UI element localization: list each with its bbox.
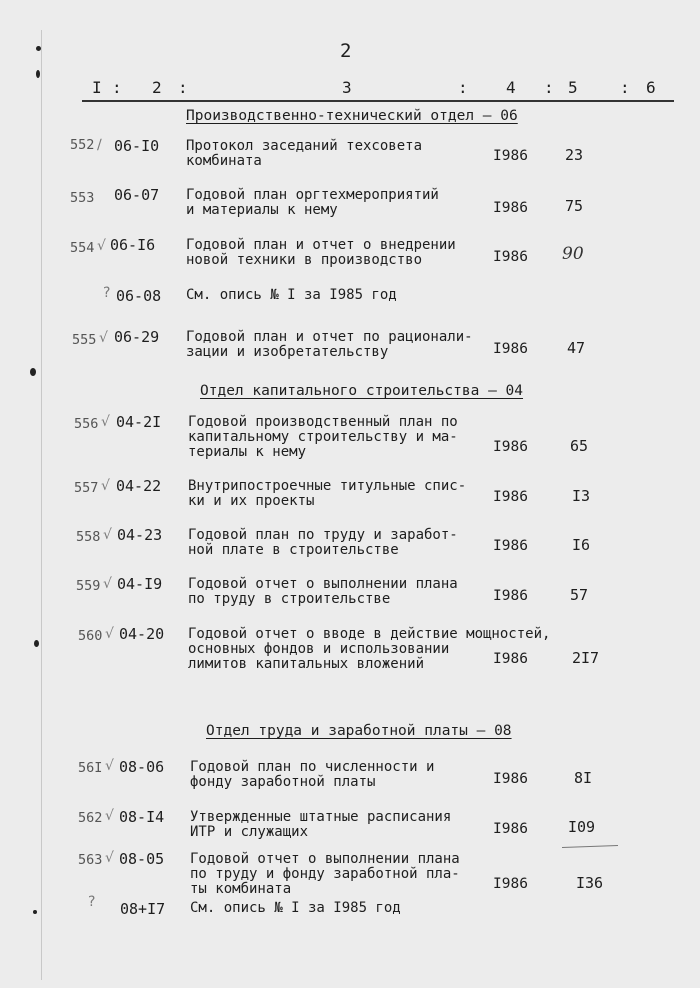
section-heading: Производственно-технический отдел – 06 [186, 108, 518, 124]
check-mark-icon: √ [101, 478, 110, 494]
file-year: I986 [493, 341, 528, 357]
file-year: I986 [493, 200, 528, 216]
file-code: 06-08 [116, 287, 162, 305]
hole-mark [30, 368, 36, 376]
file-year: I986 [493, 148, 528, 164]
file-code: 08-I4 [119, 808, 165, 826]
file-title: См. опись № I за I985 год [186, 287, 397, 303]
file-title: Внутрипостроечные титульные спис- ки и их проекты [188, 478, 467, 509]
check-mark-icon: ∕ [97, 137, 102, 153]
sheet-count: 8I [574, 769, 593, 787]
entry-number: 553 [70, 190, 95, 206]
question-mark-icon: ? [88, 894, 96, 910]
sheet-count: 47 [567, 339, 586, 357]
section-heading: Отдел капитального строительства – 04 [200, 383, 524, 399]
column-header: 3 [342, 78, 352, 97]
file-title: Протокол заседаний техсовета комбината [186, 138, 423, 169]
entry-number: 552 [70, 137, 95, 153]
file-title: Годовой план и отчет о внедрении новой техники в производство [186, 237, 456, 268]
entry-number: 560 [78, 628, 103, 644]
entry-number: 555 [72, 332, 97, 348]
file-year: I986 [493, 821, 528, 837]
check-mark-icon: √ [105, 850, 114, 866]
file-code: 08+I7 [120, 900, 166, 918]
file-code: 08-06 [119, 758, 165, 776]
section-heading: Отдел труда и заработной платы – 08 [206, 723, 512, 739]
file-code: 04-20 [119, 625, 165, 643]
file-title: Годовой план по численности и фонду заработной платы [190, 759, 435, 790]
check-mark-icon: √ [103, 527, 112, 543]
sheet-count: I3 [572, 487, 591, 505]
file-code: 04-I9 [117, 575, 163, 593]
sheet-count: 23 [565, 146, 584, 164]
check-mark-icon: √ [101, 414, 110, 430]
entry-number: 56I [78, 760, 103, 776]
sheet-count: 2I7 [572, 649, 600, 667]
entry-number: 558 [76, 529, 101, 545]
file-title: Годовой план и отчет по рационали- зации и изобретательству [186, 329, 473, 360]
column-header: 4 [506, 78, 516, 97]
file-code: 04-2I [116, 413, 162, 431]
sheet-count: 90 [562, 244, 584, 264]
sheet-count: 75 [565, 197, 584, 215]
sheet-count: I09 [568, 818, 596, 836]
file-year: I986 [493, 489, 528, 505]
file-year: I986 [493, 876, 528, 892]
file-year: I986 [493, 439, 528, 455]
margin-line [41, 30, 42, 980]
page-number: 2 [340, 40, 352, 62]
column-header: 6 [646, 78, 656, 97]
column-header: 5 [568, 78, 578, 97]
file-title: Годовой отчет о выполнении плана по труду и фонду заработной пла- ты комбината [190, 851, 460, 897]
column-header: I [92, 78, 102, 97]
column-header: 2 [152, 78, 162, 97]
column-separator: : [620, 78, 630, 97]
hole-mark [34, 640, 39, 647]
column-separator: : [178, 78, 188, 97]
entry-number: 554 [70, 240, 95, 256]
check-mark-icon: √ [103, 576, 112, 592]
file-title: Годовой отчет о выполнении плана по труду в строительстве [188, 576, 458, 607]
file-year: I986 [493, 588, 528, 604]
file-title: Утвержденные штатные расписания ИТР и служащих [190, 809, 452, 840]
check-mark-icon: √ [105, 808, 114, 824]
hole-mark [36, 70, 40, 78]
sheet-count: I6 [572, 536, 591, 554]
check-mark-icon: √ [97, 238, 106, 254]
header-rule [82, 100, 674, 102]
file-year: I986 [493, 771, 528, 787]
entry-number: 562 [78, 810, 103, 826]
file-title: См. опись № I за I985 год [190, 900, 401, 916]
file-title: Годовой отчет о вводе в действие мощностей, основных фондов и использовании лимитов капитальных вложений [188, 626, 551, 672]
file-code: 08-05 [119, 850, 165, 868]
file-title: Годовой производственный план по капитальному строительству и ма- териалы к нему [188, 414, 458, 460]
file-code: 06-I0 [114, 137, 160, 155]
hole-mark [33, 910, 37, 914]
column-separator: : [112, 78, 122, 97]
file-year: I986 [493, 651, 528, 667]
entry-number: 557 [74, 480, 99, 496]
file-year: I986 [493, 249, 528, 265]
check-mark-icon: √ [99, 330, 108, 346]
file-code: 06-I6 [110, 236, 156, 254]
sheet-count: I36 [576, 874, 604, 892]
sheet-count: 65 [570, 437, 589, 455]
entry-number: 559 [76, 578, 101, 594]
question-mark-icon: ? [103, 285, 111, 301]
entry-number: 556 [74, 416, 99, 432]
file-title: Годовой план оргтехмероприятий и материалы к нему [186, 187, 439, 218]
file-code: 06-29 [114, 328, 160, 346]
hole-mark [36, 46, 41, 51]
column-separator: : [544, 78, 554, 97]
file-code: 06-07 [114, 186, 160, 204]
pen-stroke [562, 845, 618, 848]
file-code: 04-23 [117, 526, 163, 544]
file-code: 04-22 [116, 477, 162, 495]
file-year: I986 [493, 538, 528, 554]
sheet-count: 57 [570, 586, 589, 604]
check-mark-icon: √ [105, 758, 114, 774]
column-separator: : [458, 78, 468, 97]
file-title: Годовой план по труду и заработ- ной плате в строительстве [188, 527, 458, 558]
entry-number: 563 [78, 852, 103, 868]
check-mark-icon: √ [105, 626, 114, 642]
